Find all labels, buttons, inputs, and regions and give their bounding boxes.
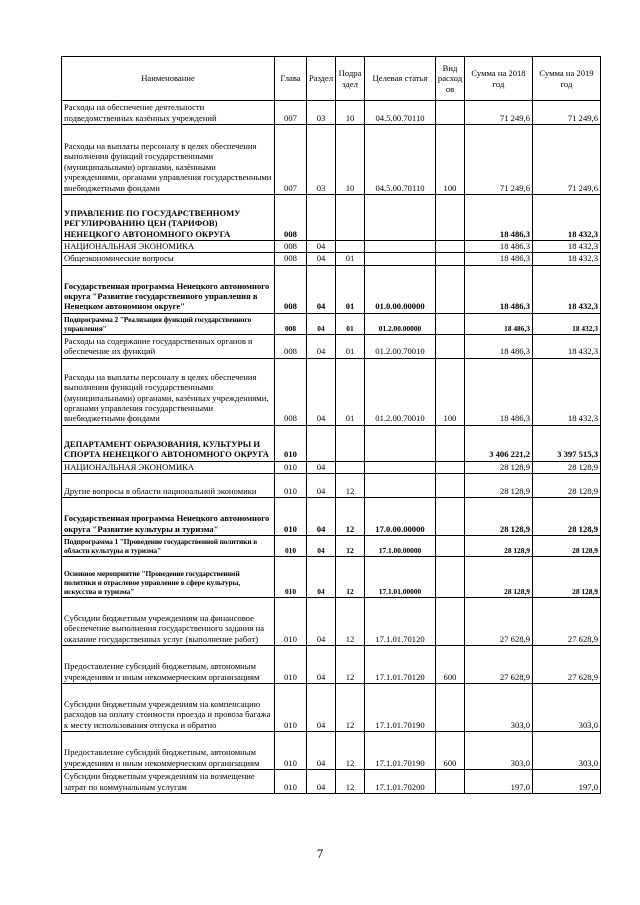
cell-name: Субсидии бюджетным учреждениям на возмещение затрат по коммунальным услугам — [62, 770, 275, 794]
cell-sum-2018: 28 128,9 — [465, 557, 533, 598]
cell-glava: 008 — [275, 253, 307, 265]
cell-podrazdel: 12 — [336, 732, 365, 770]
cell-target: 17.1.01.00000 — [365, 557, 436, 598]
cell-razdel: 04 — [307, 498, 336, 536]
cell-target: 17.1.01.70200 — [365, 770, 436, 794]
cell-vid — [436, 195, 465, 241]
cell-podrazdel: 12 — [336, 474, 365, 498]
table-row — [62, 498, 601, 536]
table-row — [62, 557, 601, 598]
cell-vid — [436, 313, 465, 334]
cell-target — [365, 474, 436, 498]
table-row — [62, 474, 601, 498]
cell-vid — [436, 334, 465, 358]
cell-glava: 010 — [275, 425, 307, 461]
budget-table — [61, 56, 601, 794]
page-number: 7 — [316, 846, 324, 861]
cell-target: 04.5.00.70110 — [365, 125, 436, 195]
cell-vid — [436, 598, 465, 646]
cell-razdel: 04 — [307, 732, 336, 770]
cell-glava: 007 — [275, 125, 307, 195]
cell-razdel: 04 — [307, 557, 336, 598]
cell-sum-2018: 28 128,9 — [465, 461, 533, 473]
cell-sum-2019: 27 628,9 — [533, 646, 601, 684]
cell-vid — [436, 425, 465, 461]
table-row — [62, 598, 601, 646]
cell-name: Субсидии бюджетным учреждениям на финансовое обеспечение выполнения государственного задания на оказание государственных услуг (выполнение работ) — [62, 598, 275, 646]
cell-target: 01.2.00.70010 — [365, 334, 436, 358]
cell-name: Субсидии бюджетным учреждениям на компенсацию расходов на оплату стоимости проезда и провоза багажа к месту использования отпуска и обратно — [62, 684, 275, 732]
cell-glava: 008 — [275, 265, 307, 313]
cell-sum-2019: 303,0 — [533, 684, 601, 732]
cell-podrazdel: 01 — [336, 358, 365, 425]
header-sum-2018: Сумма на 2018 год — [465, 57, 533, 101]
cell-sum-2018: 3 406 221,2 — [465, 425, 533, 461]
cell-razdel: 04 — [307, 334, 336, 358]
cell-vid: 600 — [436, 646, 465, 684]
table-row — [62, 125, 601, 195]
cell-name: Предоставление субсидий бюджетным, автономным учреждениям и иным некоммерческим организациям — [62, 732, 275, 770]
cell-vid — [436, 557, 465, 598]
cell-podrazdel: 12 — [336, 557, 365, 598]
cell-sum-2018: 18 486,3 — [465, 313, 533, 334]
cell-glava: 008 — [275, 334, 307, 358]
cell-podrazdel: 12 — [336, 646, 365, 684]
cell-name: Государственная программа Ненецкого автономного округа "Развитие культуры и туризма" — [62, 498, 275, 536]
cell-sum-2019: 28 128,9 — [533, 461, 601, 473]
cell-sum-2018: 71 249,6 — [465, 101, 533, 125]
cell-name: Государственная программа Ненецкого автономного округа "Развитие государственного управления в Ненецком автономном округе" — [62, 265, 275, 313]
cell-name: Другие вопросы в области национальной экономики — [62, 474, 275, 498]
cell-razdel: 04 — [307, 358, 336, 425]
table-row — [62, 732, 601, 770]
cell-glava: 010 — [275, 598, 307, 646]
cell-vid — [436, 770, 465, 794]
table-row — [62, 684, 601, 732]
table-body — [62, 101, 601, 794]
table-row — [62, 646, 601, 684]
cell-sum-2019: 28 128,9 — [533, 498, 601, 536]
cell-sum-2019: 71 249,6 — [533, 101, 601, 125]
cell-target — [365, 461, 436, 473]
cell-razdel: 04 — [307, 598, 336, 646]
table-row — [62, 101, 601, 125]
cell-name: Основное мероприятие "Проведение государственной политики и отраслевое управление в сфере культуры, искусства и туризма" — [62, 557, 275, 598]
cell-target: 17.1.01.70190 — [365, 732, 436, 770]
cell-name: ДЕПАРТАМЕНТ ОБРАЗОВАНИЯ, КУЛЬТУРЫ И СПОРТА НЕНЕЦКОГО АВТОНОМНОГО ОКРУГА — [62, 425, 275, 461]
cell-glava: 010 — [275, 474, 307, 498]
table-row — [62, 425, 601, 461]
cell-sum-2018: 71 249,6 — [465, 125, 533, 195]
cell-vid — [436, 253, 465, 265]
cell-glava: 010 — [275, 498, 307, 536]
cell-target — [365, 253, 436, 265]
cell-vid — [436, 684, 465, 732]
cell-name: Подпрограмма 2 "Реализация функций государственного управления" — [62, 313, 275, 334]
cell-glava: 010 — [275, 461, 307, 473]
cell-sum-2019: 27 628,9 — [533, 598, 601, 646]
cell-podrazdel — [336, 461, 365, 473]
cell-vid: 100 — [436, 125, 465, 195]
cell-target: 17.1.00.00000 — [365, 536, 436, 557]
cell-vid — [436, 265, 465, 313]
cell-glava: 010 — [275, 646, 307, 684]
cell-glava: 007 — [275, 101, 307, 125]
cell-podrazdel: 12 — [336, 684, 365, 732]
cell-glava: 008 — [275, 313, 307, 334]
cell-razdel: 04 — [307, 474, 336, 498]
cell-sum-2019: 303,0 — [533, 732, 601, 770]
cell-name: НАЦИОНАЛЬНАЯ ЭКОНОМИКА — [62, 461, 275, 473]
cell-podrazdel — [336, 195, 365, 241]
cell-sum-2018: 18 486,3 — [465, 358, 533, 425]
cell-target: 04.5.00.70110 — [365, 101, 436, 125]
cell-podrazdel: 01 — [336, 313, 365, 334]
cell-sum-2019: 18 432,3 — [533, 265, 601, 313]
cell-razdel: 04 — [307, 684, 336, 732]
cell-sum-2019: 18 432,3 — [533, 334, 601, 358]
cell-glava: 010 — [275, 536, 307, 557]
cell-sum-2019: 18 432,3 — [533, 313, 601, 334]
cell-sum-2018: 28 128,9 — [465, 498, 533, 536]
cell-podrazdel: 12 — [336, 536, 365, 557]
cell-target — [365, 241, 436, 253]
header-name: Наименование — [62, 57, 275, 101]
cell-podrazdel: 10 — [336, 101, 365, 125]
cell-sum-2019: 18 432,3 — [533, 253, 601, 265]
table-row — [62, 770, 601, 794]
cell-razdel: 04 — [307, 265, 336, 313]
cell-vid — [436, 461, 465, 473]
cell-sum-2018: 18 486,3 — [465, 241, 533, 253]
cell-name: Расходы на содержание государственных органов и обеспечение их функций — [62, 334, 275, 358]
cell-sum-2019: 18 432,3 — [533, 241, 601, 253]
cell-vid — [436, 474, 465, 498]
cell-target: 17.1.01.70120 — [365, 598, 436, 646]
table-row — [62, 536, 601, 557]
cell-target: 17.1.01.70120 — [365, 646, 436, 684]
cell-vid — [436, 241, 465, 253]
cell-glava: 008 — [275, 241, 307, 253]
cell-glava: 008 — [275, 358, 307, 425]
cell-name: НАЦИОНАЛЬНАЯ ЭКОНОМИКА — [62, 241, 275, 253]
cell-podrazdel: 01 — [336, 253, 365, 265]
cell-sum-2018: 197,0 — [465, 770, 533, 794]
cell-vid: 600 — [436, 732, 465, 770]
cell-razdel: 04 — [307, 241, 336, 253]
cell-name: УПРАВЛЕНИЕ ПО ГОСУДАРСТВЕННОМУ РЕГУЛИРОВАНИЮ ЦЕН (ТАРИФОВ) НЕНЕЦКОГО АВТОНОМНОГО ОКРУГА — [62, 195, 275, 241]
cell-name: Расходы на выплаты персоналу в целях обеспечения выполнения функций государственными (муниципальными) органами, казённых учреждениями, органами управления государственными внебюджетными фондами — [62, 358, 275, 425]
cell-sum-2018: 27 628,9 — [465, 598, 533, 646]
cell-sum-2018: 303,0 — [465, 732, 533, 770]
cell-podrazdel: 12 — [336, 598, 365, 646]
cell-razdel: 03 — [307, 125, 336, 195]
cell-target: 01.2.00.00000 — [365, 313, 436, 334]
cell-sum-2018: 18 486,3 — [465, 334, 533, 358]
cell-podrazdel: 01 — [336, 334, 365, 358]
cell-podrazdel — [336, 425, 365, 461]
cell-sum-2019: 28 128,9 — [533, 474, 601, 498]
cell-podrazdel: 12 — [336, 498, 365, 536]
cell-name: Расходы на обеспечение деятельности подведомственных казённых учреждений — [62, 101, 275, 125]
cell-razdel: 04 — [307, 253, 336, 265]
table-row — [62, 358, 601, 425]
cell-vid — [436, 498, 465, 536]
table-row — [62, 461, 601, 473]
cell-razdel: 04 — [307, 646, 336, 684]
header-razdel: Раздел — [307, 57, 336, 101]
table-row — [62, 253, 601, 265]
cell-razdel: 04 — [307, 313, 336, 334]
cell-name: Предоставление субсидий бюджетным, автономным учреждениям и иным некоммерческим организациям — [62, 646, 275, 684]
cell-razdel: 04 — [307, 536, 336, 557]
table-row — [62, 241, 601, 253]
cell-razdel: 04 — [307, 461, 336, 473]
cell-target: 17.1.01.70190 — [365, 684, 436, 732]
cell-sum-2018: 28 128,9 — [465, 536, 533, 557]
cell-target — [365, 425, 436, 461]
cell-glava: 010 — [275, 732, 307, 770]
cell-sum-2018: 18 486,3 — [465, 195, 533, 241]
cell-razdel — [307, 195, 336, 241]
cell-razdel — [307, 425, 336, 461]
table-row — [62, 265, 601, 313]
cell-vid — [436, 101, 465, 125]
cell-sum-2019: 28 128,9 — [533, 536, 601, 557]
cell-sum-2019: 18 432,3 — [533, 358, 601, 425]
cell-razdel: 04 — [307, 770, 336, 794]
table-header-row — [62, 57, 601, 101]
cell-glava: 010 — [275, 557, 307, 598]
cell-name: Общеэкономические вопросы — [62, 253, 275, 265]
cell-glava: 008 — [275, 195, 307, 241]
cell-target: 01.0.00.00000 — [365, 265, 436, 313]
table-row — [62, 313, 601, 334]
cell-sum-2018: 27 628,9 — [465, 646, 533, 684]
header-vid: Вид расходов — [436, 57, 465, 101]
cell-sum-2019: 3 397 515,3 — [533, 425, 601, 461]
table-row — [62, 334, 601, 358]
cell-podrazdel: 12 — [336, 770, 365, 794]
cell-sum-2018: 303,0 — [465, 684, 533, 732]
cell-vid: 100 — [436, 358, 465, 425]
header-podrazdel: Подраздел — [336, 57, 365, 101]
cell-target — [365, 195, 436, 241]
cell-sum-2018: 28 128,9 — [465, 474, 533, 498]
header-sum-2019: Сумма на 2019 год — [533, 57, 601, 101]
header-glava: Глава — [275, 57, 307, 101]
cell-sum-2018: 18 486,3 — [465, 253, 533, 265]
cell-podrazdel: 01 — [336, 265, 365, 313]
cell-sum-2019: 18 432,3 — [533, 195, 601, 241]
cell-sum-2019: 71 249,6 — [533, 125, 601, 195]
cell-name: Расходы на выплаты персоналу в целях обеспечения выполнения функций государственными (муниципальными) органами, казёнными учреждениями, органами управления государственными внебюджетными фондами — [62, 125, 275, 195]
cell-name: Подпрограмма 1 "Проведение государственной политики в области культуры и туризма" — [62, 536, 275, 557]
cell-podrazdel: 10 — [336, 125, 365, 195]
table-row — [62, 195, 601, 241]
cell-sum-2019: 28 128,9 — [533, 557, 601, 598]
cell-target: 01.2.00.70010 — [365, 358, 436, 425]
cell-glava: 010 — [275, 770, 307, 794]
cell-sum-2019: 197,0 — [533, 770, 601, 794]
cell-razdel: 03 — [307, 101, 336, 125]
cell-sum-2018: 18 486,3 — [465, 265, 533, 313]
header-target: Целевая статья — [365, 57, 436, 101]
cell-vid — [436, 536, 465, 557]
cell-glava: 010 — [275, 684, 307, 732]
cell-podrazdel — [336, 241, 365, 253]
cell-target: 17.0.00.00000 — [365, 498, 436, 536]
